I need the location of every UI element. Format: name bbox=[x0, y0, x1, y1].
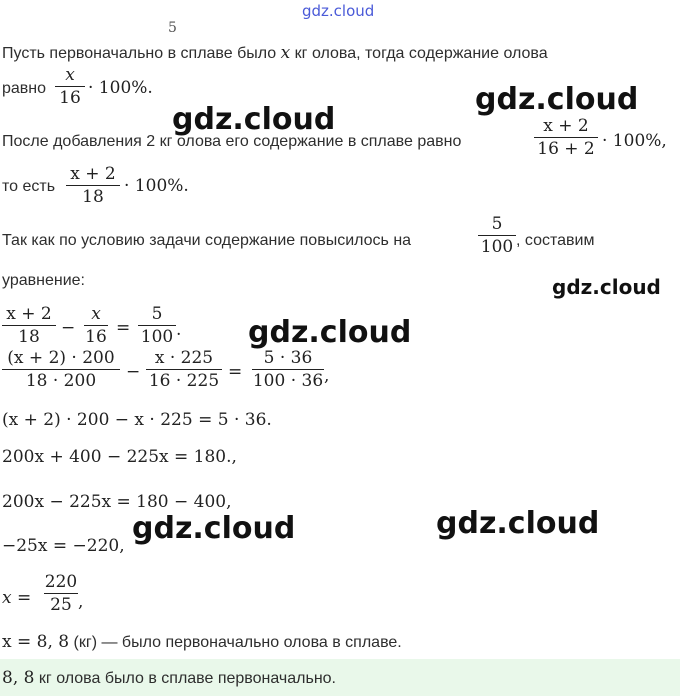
watermark: gdz.cloud bbox=[552, 275, 661, 299]
text-line-4-prefix: то есть bbox=[2, 178, 56, 195]
eq6: −25x = −220, bbox=[2, 536, 125, 556]
eq7-end: , bbox=[78, 592, 84, 612]
eq2-minus: − bbox=[126, 362, 141, 382]
eq1-equals: = bbox=[116, 318, 131, 338]
eq1-frac-b: x 16 bbox=[85, 304, 107, 348]
eq7-frac: 220 25 bbox=[44, 572, 78, 616]
text-line-1: Пусть первоначально в сплаве было x кг олова, тогда содержание олова bbox=[2, 43, 548, 63]
fraction-5-over-100: 5 100 bbox=[478, 214, 516, 257]
eq2-equals: = bbox=[228, 362, 243, 382]
eq1-frac-a: x + 2 18 bbox=[2, 304, 56, 347]
text-line-3: После добавления 2 кг олова его содержание в сплаве равно bbox=[2, 133, 462, 150]
answer-text: 8, 8 кг олова было в сплаве первоначально. bbox=[2, 668, 336, 688]
eq1-frac-c: 5 100 bbox=[138, 304, 176, 347]
fraction-x-over-16: x 16 bbox=[55, 65, 85, 108]
watermark: gdz.cloud bbox=[475, 82, 639, 117]
watermark-top: gdz.cloud bbox=[302, 2, 375, 20]
page-fragment: 5 bbox=[168, 20, 177, 36]
eq3: (x + 2) · 200 − x · 225 = 5 · 36. bbox=[2, 410, 272, 430]
fraction-x2-over-18: x + 2 18 bbox=[66, 164, 120, 207]
eq7-prefix: x = bbox=[2, 588, 32, 608]
text-line-4-suffix: · 100%. bbox=[124, 176, 189, 196]
text-line-2-prefix: равно bbox=[2, 80, 47, 97]
eq2-end: , bbox=[324, 366, 330, 386]
text-line-6: уравнение: bbox=[2, 272, 85, 289]
text-line-5-suffix: , составим bbox=[516, 232, 595, 249]
watermark: gdz.cloud bbox=[132, 511, 296, 546]
watermark: gdz.cloud bbox=[172, 102, 336, 137]
eq5: 200x − 225x = 180 − 400, bbox=[2, 492, 232, 512]
text-line-3-suffix: · 100%, bbox=[602, 131, 667, 151]
eq1-minus: − bbox=[61, 318, 76, 338]
fraction-x2-over-16-2: x + 2 16 + 2 bbox=[534, 116, 598, 159]
watermark: gdz.cloud bbox=[248, 315, 412, 350]
watermark: gdz.cloud bbox=[436, 506, 600, 541]
eq1-end: . bbox=[176, 320, 182, 340]
eq2-frac-b: x · 225 16 · 225 bbox=[146, 348, 222, 391]
eq8: x = 8, 8 (кг) — было первоначально олова в сплаве. bbox=[2, 632, 402, 652]
eq2-frac-a: (x + 2) · 200 18 · 200 bbox=[2, 348, 120, 391]
text-line-2-suffix: · 100%. bbox=[88, 78, 153, 98]
eq4: 200x + 400 − 225x = 180., bbox=[2, 447, 237, 467]
text-line-5: Так как по условию задачи содержание повысилось на bbox=[2, 232, 412, 249]
eq2-frac-c: 5 · 36 100 · 36 bbox=[252, 348, 324, 392]
answer-box bbox=[0, 659, 680, 696]
